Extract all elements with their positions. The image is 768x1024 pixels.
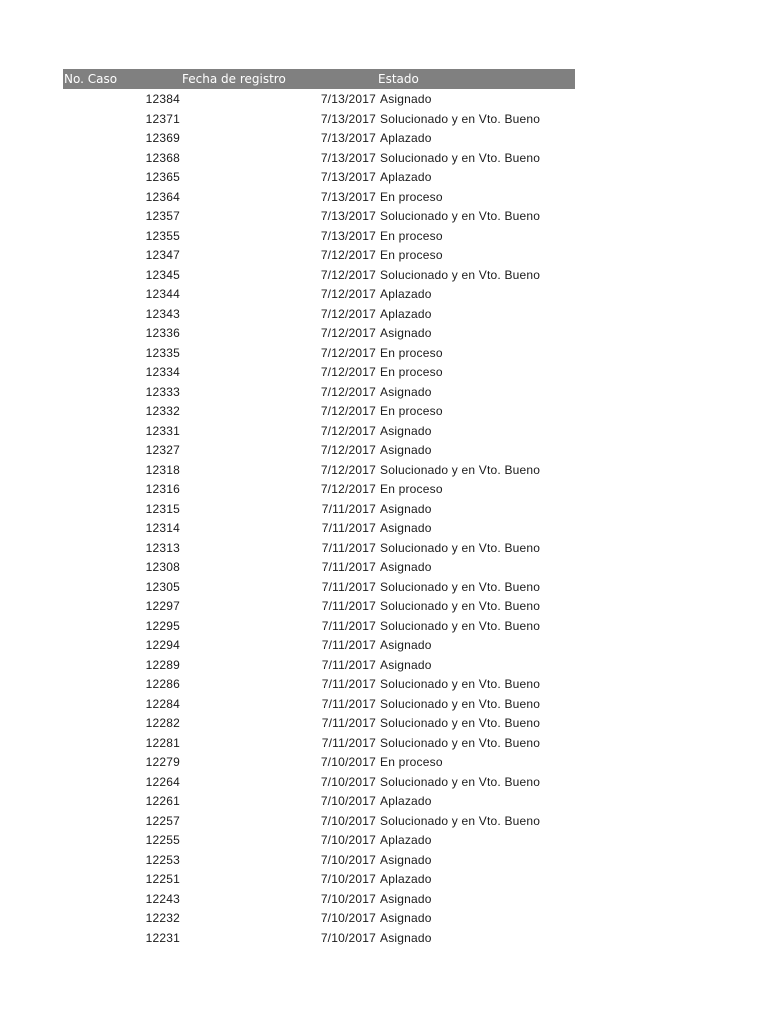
registration-date-cell: 7/10/2017 (320, 774, 376, 789)
case-number-cell: 12314 (145, 521, 180, 535)
registration-date-cell: 7/10/2017 (320, 930, 376, 945)
table-row (0, 363, 768, 383)
status-cell: En proceso (380, 404, 443, 418)
table-row (0, 792, 768, 812)
case-number-cell: 12286 (145, 677, 180, 691)
case-number-cell: 12313 (145, 540, 180, 555)
status-cell: Solucionado y en Vto. Bueno (380, 462, 541, 477)
table-row (0, 578, 768, 598)
status-cell: En proceso (380, 482, 443, 496)
status-cell: Solucionado y en Vto. Bueno (380, 716, 541, 730)
registration-date-cell: 7/11/2017 (321, 657, 376, 672)
case-number-cell: 12279 (145, 755, 180, 769)
table-row (0, 207, 768, 227)
case-number-cell: 12331 (145, 423, 180, 438)
status-cell: Asignado (380, 501, 432, 516)
case-number-cell: 12334 (145, 365, 180, 379)
registration-date-cell: 7/13/2017 (320, 228, 376, 243)
status-cell: Asignado (380, 657, 432, 672)
table-row (0, 402, 768, 422)
case-number-cell: 12371 (145, 111, 180, 126)
status-cell: Asignado (380, 384, 432, 399)
table-header (63, 69, 575, 89)
case-number-cell: 12232 (145, 911, 180, 925)
table-row (0, 695, 768, 715)
case-number-cell: 12344 (145, 287, 180, 301)
table-row (0, 909, 768, 929)
case-number-cell: 12365 (145, 170, 180, 184)
registration-date-cell: 7/12/2017 (320, 345, 376, 360)
status-cell: Aplazado (380, 872, 432, 886)
registration-date-cell: 7/11/2017 (321, 560, 376, 574)
status-cell: Asignado (380, 521, 432, 535)
registration-date-cell: 7/12/2017 (320, 404, 376, 418)
case-number-cell: 12255 (145, 833, 180, 847)
case-number-cell: 12332 (145, 404, 180, 418)
table-row (0, 441, 768, 461)
case-number-cell: 12295 (145, 618, 180, 633)
table-row (0, 851, 768, 871)
case-number-cell: 12327 (145, 443, 180, 457)
status-cell: En proceso (380, 228, 443, 243)
case-number-cell: 12364 (145, 189, 180, 204)
registration-date-cell: 7/10/2017 (320, 891, 376, 906)
table-row (0, 90, 768, 110)
status-cell: Asignado (380, 852, 432, 867)
status-cell: Solucionado y en Vto. Bueno (380, 111, 541, 126)
registration-date-cell: 7/10/2017 (320, 794, 376, 808)
registration-date-cell: 7/12/2017 (320, 248, 376, 262)
status-cell: Solucionado y en Vto. Bueno (380, 150, 541, 165)
table-row (0, 110, 768, 130)
registration-date-cell: 7/11/2017 (321, 579, 376, 594)
status-cell: Asignado (380, 92, 432, 106)
case-number-cell: 12384 (145, 92, 180, 106)
table-body (0, 90, 768, 948)
registration-date-cell: 7/13/2017 (320, 131, 376, 145)
table-row (0, 227, 768, 247)
table-row (0, 285, 768, 305)
registration-date-cell: 7/10/2017 (320, 911, 376, 925)
case-number-cell: 12315 (145, 501, 180, 516)
registration-date-cell: 7/12/2017 (320, 423, 376, 438)
column-header-status: Estado (378, 72, 419, 86)
registration-date-cell: 7/11/2017 (321, 540, 376, 555)
status-cell: Asignado (380, 891, 432, 906)
case-number-cell: 12282 (145, 716, 180, 730)
table-row (0, 266, 768, 286)
registration-date-cell: 7/11/2017 (321, 677, 376, 691)
table-row (0, 831, 768, 851)
status-cell: Solucionado y en Vto. Bueno (380, 696, 541, 711)
table-row (0, 422, 768, 442)
table-row (0, 383, 768, 403)
case-number-cell: 12261 (145, 794, 180, 808)
status-cell: Solucionado y en Vto. Bueno (380, 813, 541, 828)
status-cell: Aplazado (380, 794, 432, 808)
registration-date-cell: 7/12/2017 (320, 384, 376, 399)
case-number-cell: 12316 (145, 482, 180, 496)
table-row (0, 812, 768, 832)
status-cell: En proceso (380, 345, 443, 360)
table-row (0, 929, 768, 949)
registration-date-cell: 7/12/2017 (320, 462, 376, 477)
registration-date-cell: 7/13/2017 (320, 170, 376, 184)
status-cell: Solucionado y en Vto. Bueno (380, 677, 541, 691)
registration-date-cell: 7/10/2017 (320, 852, 376, 867)
case-number-cell: 12281 (145, 735, 180, 750)
registration-date-cell: 7/13/2017 (320, 92, 376, 106)
status-cell: Asignado (380, 423, 432, 438)
table-row (0, 539, 768, 559)
table-row (0, 714, 768, 734)
status-cell: Solucionado y en Vto. Bueno (380, 267, 541, 282)
table-row (0, 246, 768, 266)
registration-date-cell: 7/11/2017 (321, 716, 376, 730)
table-row (0, 480, 768, 500)
case-number-cell: 12368 (145, 150, 180, 165)
registration-date-cell: 7/13/2017 (320, 209, 376, 223)
case-number-cell: 12347 (145, 248, 180, 262)
case-number-cell: 12284 (145, 696, 180, 711)
table-row (0, 773, 768, 793)
case-number-cell: 12355 (145, 228, 180, 243)
registration-date-cell: 7/13/2017 (320, 189, 376, 204)
status-cell: Solucionado y en Vto. Bueno (380, 774, 541, 789)
status-cell: En proceso (380, 365, 443, 379)
column-header-date: Fecha de registro (182, 72, 286, 86)
table-row (0, 344, 768, 364)
case-number-cell: 12243 (145, 891, 180, 906)
case-number-cell: 12231 (145, 930, 180, 945)
case-number-cell: 12257 (145, 813, 180, 828)
status-cell: Asignado (380, 638, 432, 652)
status-cell: En proceso (380, 755, 443, 769)
table-row (0, 519, 768, 539)
registration-date-cell: 7/12/2017 (320, 326, 376, 340)
status-cell: Aplazado (380, 306, 432, 321)
table-row (0, 656, 768, 676)
case-number-cell: 12345 (145, 267, 180, 282)
status-cell: Asignado (380, 911, 432, 925)
case-number-cell: 12297 (145, 599, 180, 613)
status-cell: Solucionado y en Vto. Bueno (380, 209, 541, 223)
case-number-cell: 12305 (145, 579, 180, 594)
case-number-cell: 12289 (145, 657, 180, 672)
status-cell: Asignado (380, 326, 432, 340)
table-row (0, 149, 768, 169)
registration-date-cell: 7/13/2017 (320, 150, 376, 165)
registration-date-cell: 7/11/2017 (321, 521, 376, 535)
registration-date-cell: 7/13/2017 (320, 111, 376, 126)
registration-date-cell: 7/10/2017 (320, 813, 376, 828)
table-row (0, 324, 768, 344)
registration-date-cell: 7/11/2017 (321, 696, 376, 711)
status-cell: Solucionado y en Vto. Bueno (380, 579, 541, 594)
case-number-cell: 12318 (145, 462, 180, 477)
status-cell: Aplazado (380, 833, 432, 847)
registration-date-cell: 7/11/2017 (321, 735, 376, 750)
case-number-cell: 12294 (145, 638, 180, 652)
table-row (0, 753, 768, 773)
table-row (0, 129, 768, 149)
case-number-cell: 12336 (145, 326, 180, 340)
registration-date-cell: 7/12/2017 (320, 267, 376, 282)
registration-date-cell: 7/12/2017 (320, 443, 376, 457)
case-number-cell: 12264 (145, 774, 180, 789)
registration-date-cell: 7/10/2017 (320, 833, 376, 847)
table-row (0, 890, 768, 910)
table-row (0, 461, 768, 481)
status-cell: Solucionado y en Vto. Bueno (380, 735, 541, 750)
case-number-cell: 12369 (145, 131, 180, 145)
registration-date-cell: 7/12/2017 (320, 306, 376, 321)
registration-date-cell: 7/11/2017 (321, 618, 376, 633)
status-cell: Aplazado (380, 170, 432, 184)
case-number-cell: 12335 (145, 345, 180, 360)
status-cell: En proceso (380, 248, 443, 262)
status-cell: Aplazado (380, 131, 432, 145)
status-cell: Asignado (380, 443, 432, 457)
registration-date-cell: 7/11/2017 (321, 501, 376, 516)
table-row (0, 617, 768, 637)
status-cell: Asignado (380, 560, 432, 574)
status-cell: Aplazado (380, 287, 432, 301)
registration-date-cell: 7/11/2017 (321, 638, 376, 652)
case-number-cell: 12251 (145, 872, 180, 886)
table-row (0, 500, 768, 520)
case-number-cell: 12333 (145, 384, 180, 399)
registration-date-cell: 7/12/2017 (320, 287, 376, 301)
column-header-case: No. Caso (64, 72, 118, 86)
case-number-cell: 12308 (145, 560, 180, 574)
table-row (0, 870, 768, 890)
registration-date-cell: 7/11/2017 (321, 599, 376, 613)
status-cell: Solucionado y en Vto. Bueno (380, 599, 541, 613)
registration-date-cell: 7/12/2017 (320, 482, 376, 496)
status-cell: En proceso (380, 189, 443, 204)
case-number-cell: 12343 (145, 306, 180, 321)
table-row (0, 558, 768, 578)
table-row (0, 168, 768, 188)
table-row (0, 734, 768, 754)
status-cell: Asignado (380, 930, 432, 945)
case-number-cell: 12253 (145, 852, 180, 867)
registration-date-cell: 7/12/2017 (320, 365, 376, 379)
status-cell: Solucionado y en Vto. Bueno (380, 618, 541, 633)
case-number-cell: 12357 (145, 209, 180, 223)
table-row (0, 636, 768, 656)
table-row (0, 675, 768, 695)
status-cell: Solucionado y en Vto. Bueno (380, 540, 541, 555)
registration-date-cell: 7/10/2017 (320, 872, 376, 886)
table-row (0, 305, 768, 325)
table-row (0, 188, 768, 208)
table-row (0, 597, 768, 617)
registration-date-cell: 7/10/2017 (320, 755, 376, 769)
